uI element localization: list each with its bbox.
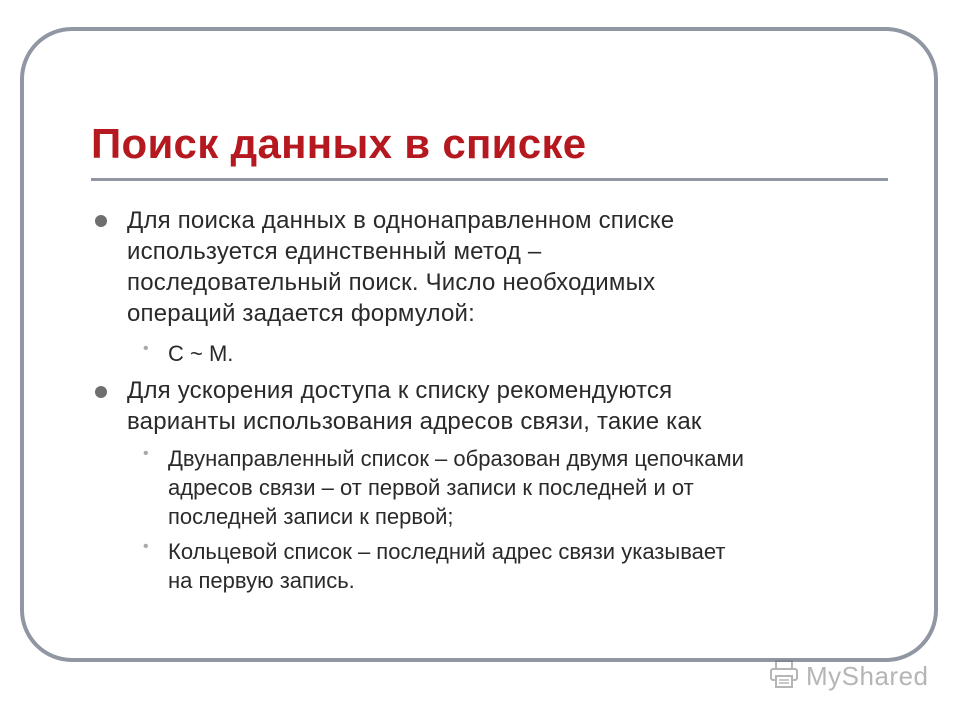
- bullet-line: Для ускорения доступа к списку рекомендуются: [127, 377, 673, 404]
- sub-bullet-dot: •: [143, 445, 149, 462]
- bullet-text-2: [127, 375, 847, 437]
- bullet-dot: [95, 215, 107, 227]
- sub-bullet-text-2-2: [168, 537, 888, 595]
- sub-bullet-dot: •: [143, 340, 149, 357]
- sub-bullet-dot: •: [143, 538, 149, 555]
- sub-bullet-line: последней записи к первой;: [168, 504, 454, 529]
- sub-bullet-line: Кольцевой список – последний адрес связи указывает: [168, 539, 726, 564]
- bullet-line: используется единственный метод –: [127, 238, 542, 265]
- sub-bullet-line: адресов связи – от первой записи к последней и от: [168, 475, 694, 500]
- bullet-text-1: [127, 205, 847, 329]
- watermark: [768, 658, 929, 694]
- bullet-line: операций задается формулой:: [127, 300, 476, 327]
- printer-icon: [768, 659, 800, 694]
- bullet-line: варианты использования адресов связи, такие как: [127, 408, 702, 435]
- bullet-line: Для поиска данных в однонаправленном списке: [127, 207, 675, 234]
- slide-title: Поиск данных в списке: [91, 120, 587, 167]
- sub-bullet-line: на первую запись.: [168, 568, 355, 593]
- sub-bullet-text-1-1: [168, 339, 888, 368]
- sub-bullet-line: Двунаправленный список – образован двумя цепочками: [168, 446, 744, 471]
- watermark-text: MyShared: [806, 660, 929, 691]
- bullet-dot: [95, 386, 107, 398]
- bullet-line: последовательный поиск. Число необходимых: [127, 269, 656, 296]
- sub-bullet-line: С ~ М.: [168, 341, 234, 366]
- sub-bullet-text-2-1: [168, 444, 888, 531]
